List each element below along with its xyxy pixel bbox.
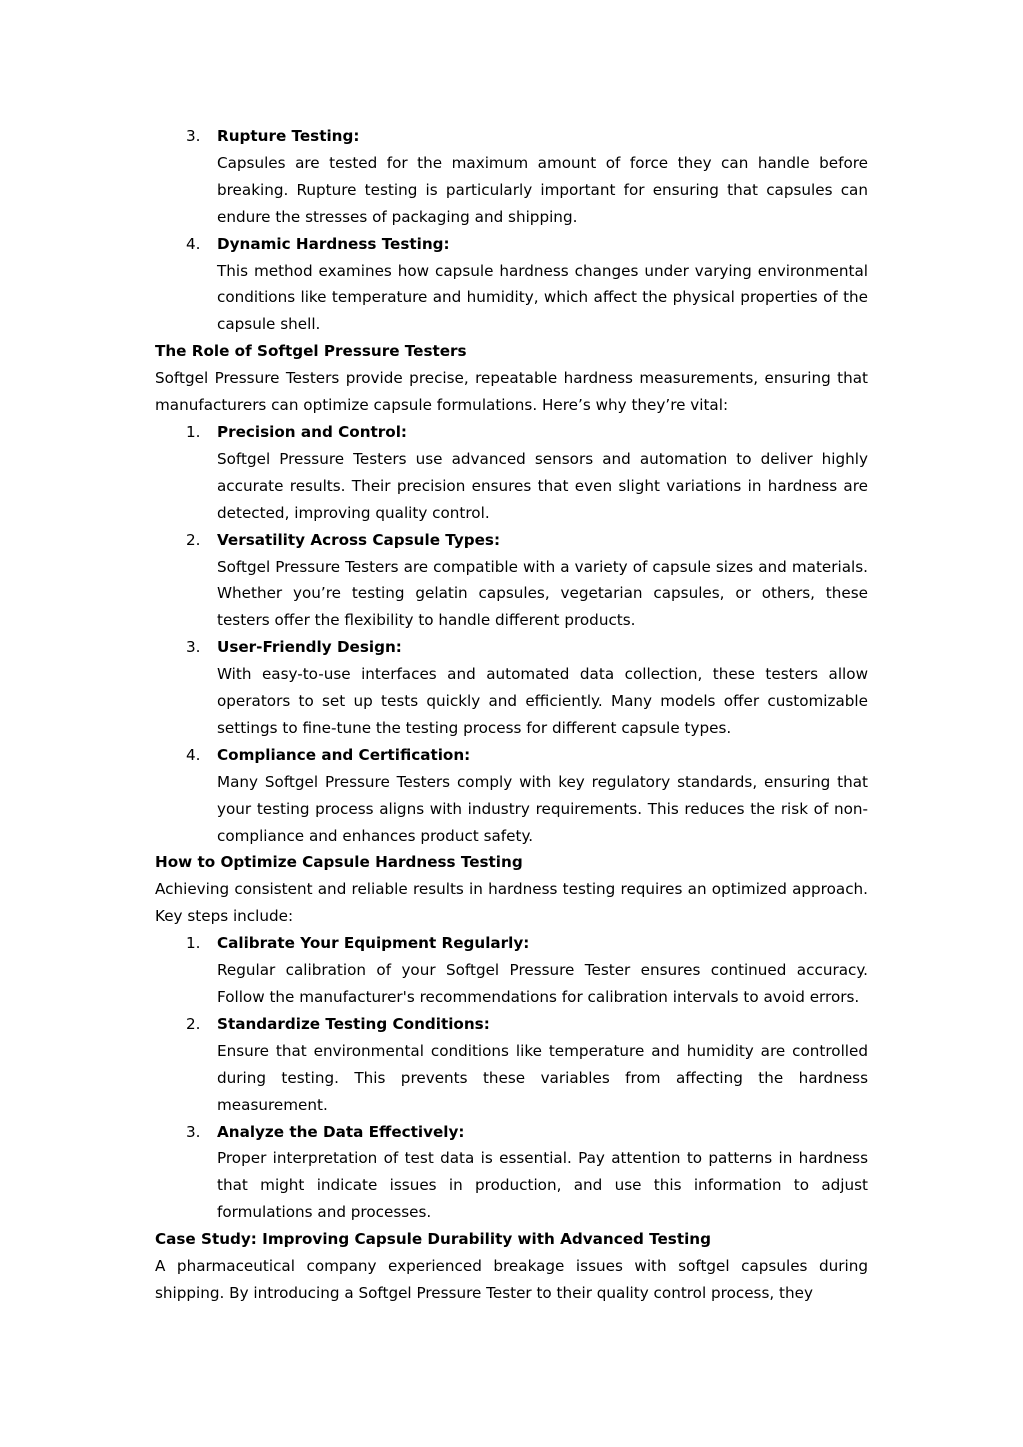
- section-paragraph: A pharmaceutical company experienced breakage issues with softgel capsules during shipping. By introducing a Softgel Pressure Tester to their quality control process, they: [155, 1257, 868, 1302]
- list-number: 3.: [186, 638, 201, 657]
- list-item: [155, 1119, 868, 1227]
- document-page: [155, 123, 868, 1307]
- list-item-body: Proper interpretation of test data is essential. Pay attention to patterns in hardness that might indicate issues in production, and use this information to adjust formulations and processes.: [217, 1149, 868, 1222]
- list-number: 1.: [186, 422, 201, 441]
- list-number: 1.: [186, 934, 201, 953]
- list-item: [155, 930, 868, 1011]
- list-number: 4.: [186, 234, 201, 253]
- section-heading: The Role of Softgel Pressure Testers: [155, 342, 467, 361]
- list-item-title: User-Friendly Design:: [217, 638, 402, 657]
- list-item-body: This method examines how capsule hardness changes under varying environmental conditions like temperature and humidity, which affect the physical properties of the capsule shell.: [217, 261, 868, 334]
- section-paragraph: Softgel Pressure Testers provide precise, repeatable hardness measurements, ensuring that manufacturers can optimize capsule formulations. Here’s why they’re vital:: [155, 369, 868, 415]
- list-item-body: Regular calibration of your Softgel Pressure Tester ensures continued accuracy. Follow the manufacturer's recommendations for calibration intervals to avoid errors.: [217, 961, 868, 1006]
- list-item-body: Ensure that environmental conditions like temperature and humidity are controlled during testing. This prevents these variables from affecting the hardness measurement.: [217, 1041, 868, 1114]
- list-number: 3.: [186, 127, 201, 145]
- list-item-title: Rupture Testing:: [217, 127, 360, 145]
- list-item-body: Many Softgel Pressure Testers comply with key regulatory standards, ensuring that your testing process aligns with industry requirements. This reduces the risk of non-compliance and enhances product safety.: [217, 772, 868, 845]
- section-heading: Case Study: Improving Capsule Durability with Advanced Testing: [155, 1230, 711, 1249]
- list-item-body: With easy-to-use interfaces and automated data collection, these testers allow operators to set up tests quickly and efficiently. Many models offer customizable settings to fine-tune the testing process for different capsule types.: [217, 665, 868, 737]
- list-item: [155, 419, 868, 527]
- section-paragraph: Achieving consistent and reliable results in hardness testing requires an optimized approach. Key steps include:: [155, 880, 868, 926]
- section-heading: How to Optimize Capsule Hardness Testing: [155, 853, 523, 872]
- list-item-title: Analyze the Data Effectively:: [217, 1122, 465, 1141]
- list-item-title: Precision and Control:: [217, 422, 407, 441]
- list-item-title: Dynamic Hardness Testing:: [217, 234, 450, 253]
- list-item: [155, 742, 868, 850]
- list-item-title: Compliance and Certification:: [217, 745, 471, 764]
- list-item: [155, 634, 868, 742]
- list-item: [155, 527, 868, 635]
- list-item-body: Capsules are tested for the maximum amount of force they can handle before breaking. Rupture testing is particularly important for ensuring that capsules can endure the stresses of packaging and shipping.: [217, 153, 868, 226]
- tester-benefits-list: [155, 419, 868, 850]
- list-item-title: Calibrate Your Equipment Regularly:: [217, 934, 530, 953]
- list-item: [155, 123, 868, 231]
- list-number: 4.: [186, 745, 201, 764]
- testing-methods-list-continued: [155, 123, 868, 338]
- list-item-title: Versatility Across Capsule Types:: [217, 530, 501, 549]
- list-item-title: Standardize Testing Conditions:: [217, 1014, 490, 1033]
- optimization-steps-list: [155, 930, 868, 1226]
- list-item-body: Softgel Pressure Testers use advanced sensors and automation to deliver highly accurate results. Their precision ensures that even slight variations in hardness are detected, improving quality control.: [217, 449, 868, 522]
- list-number: 2.: [186, 530, 201, 549]
- list-number: 2.: [186, 1014, 201, 1033]
- list-number: 3.: [186, 1122, 201, 1141]
- list-item: [155, 1011, 868, 1119]
- list-item-body: Softgel Pressure Testers are compatible with a variety of capsule sizes and materials. Whether you’re testing gelatin capsules, vegetarian capsules, or others, these testers offer the flexibility to handle different products.: [217, 557, 868, 630]
- list-item: [155, 231, 868, 339]
